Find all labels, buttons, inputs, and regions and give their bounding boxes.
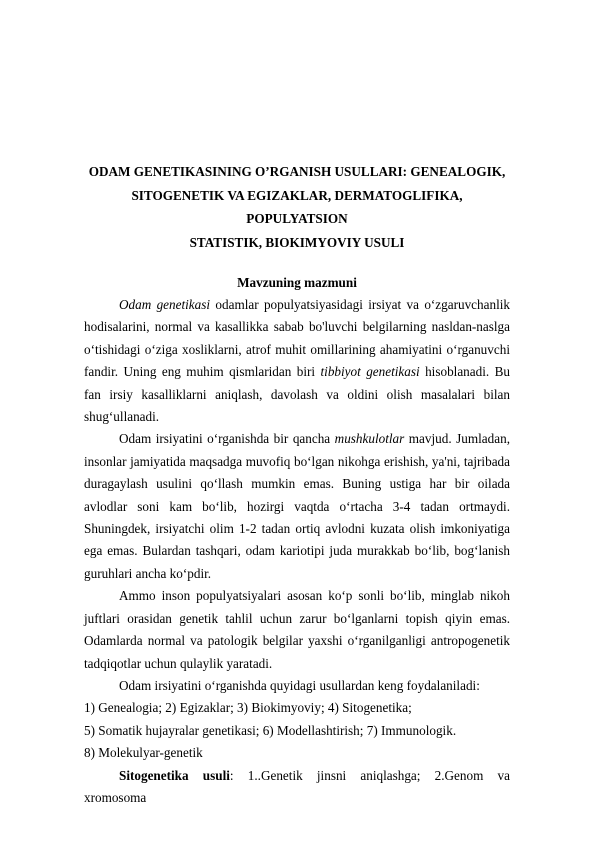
methods-list-line: 1) Genealogia; 2) Egizaklar; 3) Biokimyoviy; 4) Sitogenetika; bbox=[84, 700, 412, 716]
methods-list-line: 5) Somatik hujayralar genetikasi; 6) Modellashtirish; 7) Immunologik. bbox=[84, 722, 457, 738]
term-mushkulotlar: mushkulotlar bbox=[334, 431, 405, 447]
term-tibbiyot-genetikasi: tibbiyot genetikasi bbox=[320, 364, 420, 380]
paragraph-methods-intro: Odam irsiyatini o‘rganishda quyidagi usullardan keng foydalaniladi: bbox=[119, 677, 480, 693]
document-page bbox=[84, 160, 510, 809]
title-line: SITOGENETIK VA EGIZAKLAR, DERMATOGLIFIKA, POPULYATSION bbox=[131, 187, 463, 226]
document-title bbox=[84, 160, 510, 254]
methods-list-line: 8) Molekulyar-genetik bbox=[84, 745, 203, 761]
title-line: STATISTIK, BIOKIMYOVIY USULI bbox=[189, 234, 405, 250]
term-odam-genetikasi: Odam genetikasi bbox=[119, 297, 211, 312]
title-line: ODAM GENETIKASINING O’RGANISH USULLARI: GENEALOGIK, bbox=[88, 164, 506, 179]
section-heading: Mavzuning mazmuni bbox=[237, 275, 357, 290]
paragraph-cytogenetics: Sitogenetika usuli: 1..Genetik jinsni aniqlashga; 2.Genom va xromosoma bbox=[84, 767, 510, 805]
term-sitogenetika-usuli: Sitogenetika usuli bbox=[119, 767, 230, 783]
paragraph-intro: Odam genetikasi odamlar populyatsiyasidagi irsiyat va o‘zgaruvchanlik hodisalarini, normal va kasallikka sabab bo'luvchi belgilarning nasldan-naslga o‘tishidagi o‘ziga xosliklarni, atrof muhit omillarining ahamiyatini o‘rganuvchi fandir. Uning eng muhim qismlaridan biri tibbiyot genetikasi hisoblanadi. Bu fan irsiy kasalliklarni aniqlash, davolash va oldini olish masalalari bilan shug‘ullanadi. bbox=[84, 297, 510, 425]
paragraph-populations: Ammo inson populyatsiyalari asosan ko‘p sonli bo‘lib, minglab nikoh juftlari orasidan genetik tahlil uchun zarur bo‘lganlarni topish qiyin emas. Odamlarda normal va patologik belgilar yaxshi o‘rganilganligi antropogenetik tadqiqotlar uchun qulaylik yaratadi. bbox=[84, 588, 510, 671]
paragraph-difficulties: Odam irsiyatini o‘rganishda bir qancha mushkulotlar mavjud. Jumladan, insonlar jamiyatida maqsadga muvofiq bo‘lgan nikohga erishish, ya'ni, tajribada duragaylash usulini qo‘llash mumkin emas. Buning ustiga har bir oilada avlodlar soni kam bo‘lib, hozirgi vaqtda o‘rtacha 3-4 tadan ortmaydi. Shuningdek, irsiyatchi olim 1-2 tadan ortiq avlodni kuzata olish imkoniyatiga ega emas. Bulardan tashqari, odam kariotipi juda murakkab bo‘lib, bog‘lanish guruhlari ancha ko‘pdir. bbox=[84, 431, 510, 581]
